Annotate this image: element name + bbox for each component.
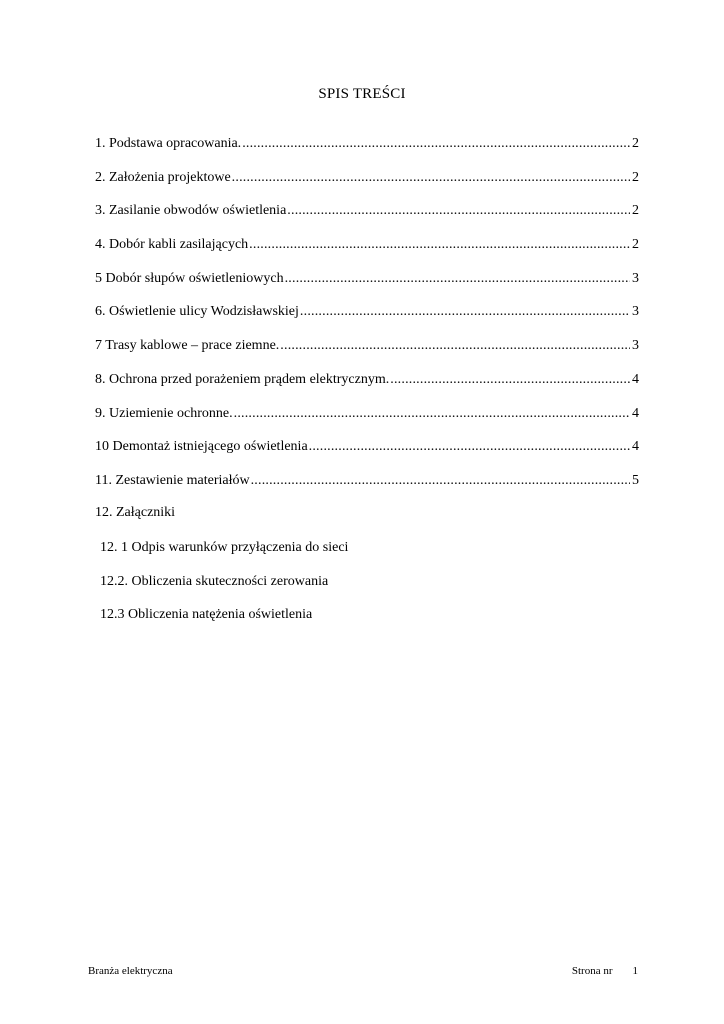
toc-leader-dots xyxy=(234,406,630,422)
annex-section-heading: 12. Załączniki xyxy=(95,505,176,520)
toc-entry[interactable] xyxy=(95,136,639,170)
toc-entry-page: 3 xyxy=(632,304,639,320)
toc-leader-dots xyxy=(242,136,630,152)
footer-page-info xyxy=(572,965,638,977)
toc-entry-label: 8. Ochrona przed porażeniem prądem elektrycznym. xyxy=(95,371,390,387)
page-footer xyxy=(88,965,638,977)
annex-item: 12. 1 Odpis warunków przyłączenia do sieci xyxy=(100,540,349,555)
toc-entry-page: 4 xyxy=(632,439,639,455)
toc-entry[interactable] xyxy=(95,271,639,305)
toc-entry[interactable] xyxy=(95,473,639,507)
toc-entry-page: 4 xyxy=(632,371,639,387)
toc-entry-label: 3. Zasilanie obwodów oświetlenia xyxy=(95,203,287,219)
page-title: SPIS TREŚCI xyxy=(318,86,406,102)
toc-entry-page: 5 xyxy=(632,472,639,488)
annex-item: 12.2. Obliczenia skuteczności zerowania xyxy=(100,573,329,589)
annex-list xyxy=(100,540,348,641)
toc-leader-dots xyxy=(251,473,630,489)
annex-item: 12.3 Obliczenia natężenia oświetlenia xyxy=(100,607,313,623)
toc-entry[interactable] xyxy=(95,439,639,473)
toc-entry-page: 3 xyxy=(632,270,639,286)
toc-entry-label: 1. Podstawa opracowania. xyxy=(95,136,242,151)
toc-entry-label: 10 Demontaż istniejącego oświetlenia xyxy=(95,439,308,455)
toc-leader-dots xyxy=(287,203,630,219)
toc-leader-dots xyxy=(300,304,630,320)
table-of-contents xyxy=(95,136,639,507)
toc-leader-dots xyxy=(285,271,630,287)
toc-entry[interactable] xyxy=(95,406,639,440)
toc-entry-page: 4 xyxy=(632,405,639,421)
toc-leader-dots xyxy=(280,338,630,354)
toc-leader-dots xyxy=(390,372,630,388)
toc-entry[interactable] xyxy=(95,338,639,372)
toc-leader-dots xyxy=(309,439,630,455)
toc-entry[interactable] xyxy=(95,372,639,406)
toc-entry[interactable] xyxy=(95,170,639,204)
toc-entry-page: 2 xyxy=(632,237,639,253)
toc-entry-label: 9. Uziemienie ochronne. xyxy=(95,405,233,421)
toc-entry[interactable] xyxy=(95,203,639,237)
toc-entry-label: 4. Dobór kabli zasilających xyxy=(95,237,249,253)
toc-entry-label: 7 Trasy kablowe – prace ziemne. xyxy=(95,338,280,354)
toc-entry[interactable] xyxy=(95,237,639,271)
toc-entry-page: 2 xyxy=(632,136,639,151)
footer-page-label: Strona nr xyxy=(571,965,613,977)
toc-entry-page: 3 xyxy=(632,338,639,354)
toc-entry-page: 2 xyxy=(632,169,639,185)
toc-entry-label: 2. Założenia projektowe xyxy=(95,169,231,185)
footer-department: Branża elektryczna xyxy=(88,965,173,977)
toc-leader-dots xyxy=(249,237,630,253)
toc-entry[interactable] xyxy=(95,304,639,338)
toc-entry-page: 2 xyxy=(632,203,639,219)
toc-leader-dots xyxy=(232,170,630,186)
toc-entry-label: 5 Dobór słupów oświetleniowych xyxy=(95,270,284,286)
footer-page-number: 1 xyxy=(632,965,638,977)
toc-entry-label: 6. Oświetlenie ulicy Wodzisławskiej xyxy=(95,304,299,320)
toc-entry-label: 11. Zestawienie materiałów xyxy=(95,472,250,488)
